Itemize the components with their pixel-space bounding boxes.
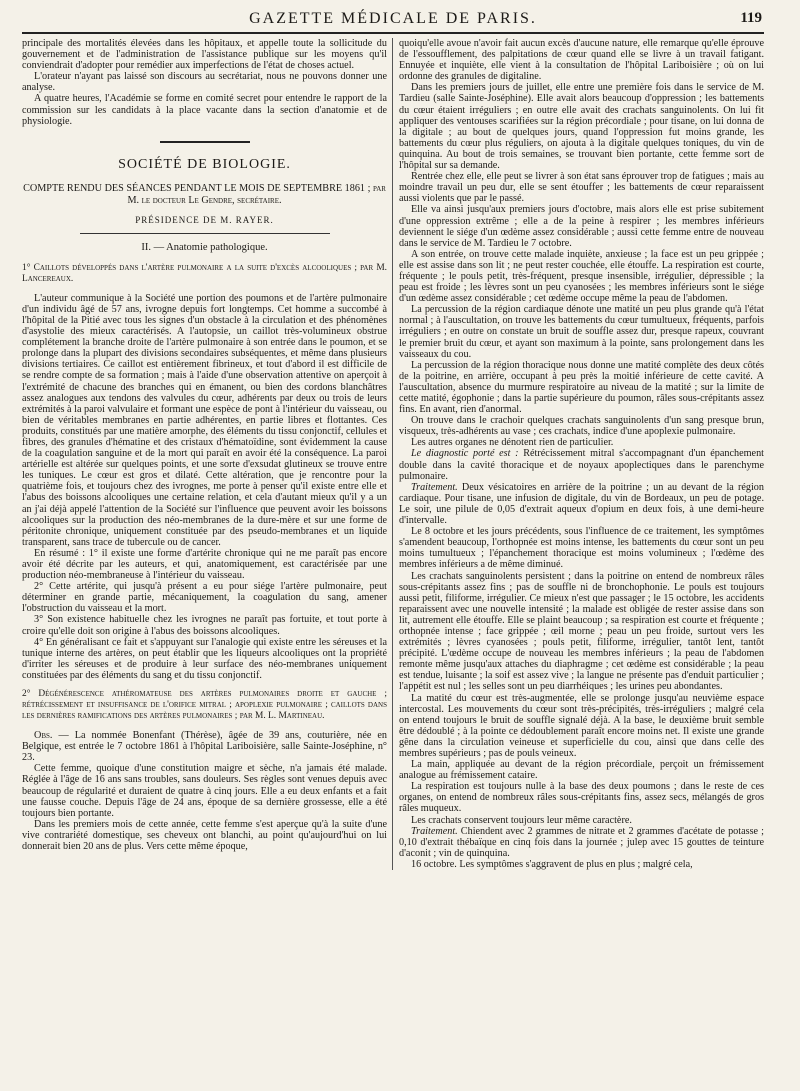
paragraph: 3° Son existence habituelle chez les ivrognes ne paraît pas fortuite, et tout porte à croire qu'elle doit son origine à l'abus des boissons alcooliques. xyxy=(22,614,387,637)
section-title: SOCIÉTÉ DE BIOLOGIE. xyxy=(118,156,291,172)
paragraph: Les crachats conservent toujours leur même caractère. xyxy=(411,814,632,826)
paragraph: 4° En généralisant ce fait et s'appuyant sur l'analogie qui existe entre les séreuses et la tunique interne des artères, on peut établir que les liqueurs alcooliques ont la propriété d'irriter les séreuses et de produire à leur surface des néo-membranes uniquement constituées par des éléments du sang et du tissu conjonctif. xyxy=(22,636,387,681)
paragraph: L'auteur communique à la Société une portion des poumons et de l'artère pulmonaire d'un individu âgé de 57 ans, ivrogne depuis fort longtemps. Cet homme a succombé à l'hôpital de la Pitié avec tous les signes d'un obstacle à la circulation et des phénomènes d'asystolie des mieux caractérisés. A l'autopsie, un caillot très-volumineux obstrue complétement la branche droite de l'artère pulmonaire à son entrée dans le poumon, et se prolonge dans la plupart des divisions secondaires subséquentes, et même dans plusieurs divisions tertiaires. Ce caillot est entièrement fibrineux, et tout d'abord il est difficile de se rendre compte de sa formation ; mais à l'aide d'une observation attentive on aperçoit à l'extrémité de chacune des branches qui en émanent, ou bien des cordons blanchâtres assez analogues aux tendons des valvules du cœur, adhérents par deux ou trois de leurs extrémités à la paroi valvulaire et formant une espèce de pont à l'intérieur du vaisseau, ou bien de véritables membranes en partie adhérentes, en partie libres et flottantes. Ces produits, constitués par une matière amorphe, des éléments du tissu conjonctif, cellules et fibres, des granules d'hématine et des cristaux d'hématoïdine, sont évidemment la cause de la coagulation sanguine et de la mort qui paraît en avoir été la conséquence. La paroi artérielle est altérée sur quelques points, et une sorte d'exsudat glutineux se trouve entre les tuniques. Le cœur est gros et dilaté. Cette altération, que je rencontre pour la quatrième fois, et toujours chez des ivrognes, me porte à penser qu'il existe entre elle et l'abus des boissons alcooliques une certaine relation, et cela d'autant mieux qu'il y a un an j'ai déjà appelé l'attention de la Société sur l'influence que peuvent avoir les boissons alcooliques sur la production des néo-membranes de la dure-mère et sur une forme de péritonite chronique, uniquement constituée par des pseudo-membranes et un liquide transparent, sans trace de tubercule ou de cancer. xyxy=(22,292,387,548)
paragraph: Le 8 octobre et les jours précédents, sous l'influence de ce traitement, les symptômes s'amendent beaucoup, l'orthopnée est moins intense, les battements du cœur sont un peu moins tumultueux ; l'épanchement thoracique est moins volumineux ; l'œdème des membres inférieurs a de même diminué. xyxy=(399,526,764,571)
paragraph: On trouve dans le crachoir quelques crachats sanguinolents d'un sang presque brun, visqueux, très-adhérents au vase ; ces crachats, indice d'une apoplexie pulmonaire. xyxy=(399,415,764,438)
paragraph xyxy=(399,482,764,526)
paragraph xyxy=(399,826,764,859)
paragraph: La respiration est toujours nulle à la base des deux poumons ; dans le reste de ces organes, on entend de nombreux râles sous-crépitants fins, assez secs, mélangés de gros râles muqueux. xyxy=(399,781,764,815)
presidence-line: PRÉSIDENCE DE M. RAYER. xyxy=(135,214,274,225)
diagnostic-label: Le diagnostic porté est : xyxy=(411,448,519,460)
paragraph: L'orateur n'ayant pas laissé son discours au secrétariat, nous ne pouvons donner une analyse. xyxy=(22,71,387,94)
compte-rendu-heading: COMPTE RENDU DES SÉANCES PENDANT LE MOIS DE SEPTEMBRE 1861 ; par M. le docteur Le Gendre, secrétaire. xyxy=(23,182,386,206)
paragraph: Dans les premiers mois de cette année, cette femme s'est aperçue qu'à la suite d'une vive contrariété domestique, ses cheveux ont blanchi, au point qu'aujourd'hui on lui donnerait bien 20 ans de plus. Vers cette même époque, xyxy=(22,818,387,852)
diagnostic-text: Rétrécissement mitral s'accompagnant d'un épanchement double dans la cavité thoracique et de noyaux apoplectiques dans le parenchyme pulmonaire. xyxy=(399,448,764,482)
paragraph: La main, appliquée au devant de la région précordiale, perçoit un frémissement analogue au frémissement cataire. xyxy=(399,759,764,782)
paragraph: principale des mortalités élevées dans les hôpitaux, et appelle toute la sollicitude du gouvernement et de l'administration de l'assistance publique sur les moyens qu'il conviendrait d'adopter pour remédier aux imperfections de l'état de choses actuel. xyxy=(22,38,387,72)
paragraph: A quatre heures, l'Académie se forme en comité secret pour entendre le rapport de la commission sur les candidats à la place vacante dans la section d'anatomie et de physiologie. xyxy=(22,93,387,127)
paragraph xyxy=(399,448,764,481)
left-column xyxy=(22,38,387,870)
subsection-title: II. — Anatomie pathologique. xyxy=(141,241,268,253)
treatment-text: Deux vésicatoires en arrière de la poitrine ; un au devant de la région cardiaque. Pour tisane, une infusion de digitale, du vin de Bordeaux, un peu de potage. Le soir, une pilule de 0,05 d'extrait aqueux d'opium en deux fois, à une demi-heure d'intervalle. xyxy=(399,481,764,527)
treatment-label: Traitement. xyxy=(411,481,458,493)
treatment-text: Chiendent avec 2 grammes de nitrate et 2 grammes d'acétate de potasse ; 0,10 d'extrait thébaïque en cinq fois dans la journée ; julep avec 15 gouttes de teinture d'aconit ; vin de quinquina. xyxy=(399,825,764,859)
memoir-title: 2° Dégénérescence athéromateuse des artères pulmonaires droite et gauche ; rétrécissement et insuffisance de l'orifice mitral ; apoplexie pulmonaire ; caillots dans les dernières ramifications des artères pulmonaires ; par M. L. Martineau. xyxy=(22,689,387,722)
paragraph: En résumé : 1° il existe une forme d'artérite chronique qui ne me paraît pas encore avoir été décrite par les auteurs, et qui, anatomiquement, est caractérisée par une production néo-membraneuse à l'intérieur du vaisseau. xyxy=(22,547,387,582)
paragraph: Rentrée chez elle, elle peut se livrer à son état sans éprouver trop de fatigues ; mais au moindre travail un peu dur, elle se sent étouffer ; les battements de cœur reparaissent aussi violents que par le passé. xyxy=(399,171,764,205)
paragraph: La percussion de la région thoracique nous donne une matité complète des deux côtés de la poitrine, en arrière, occupant à peu près la moitié inférieure de cette cavité. A l'auscultation, absence du murmure respiratoire au niveau de la matité ; sur la limite de cette matité, égophonie ; dans la partie supérieure du poumon, râles sous-crépitants assez fins. En avant, rien d'anormal. xyxy=(399,359,764,416)
rule xyxy=(80,233,330,234)
right-column xyxy=(399,38,764,870)
page-header xyxy=(22,8,764,34)
page-number: 119 xyxy=(740,10,762,26)
paragraph: Dans les premiers jours de juillet, elle entre une première fois dans le service de M. Tardieu (salle Sainte-Joséphine). Elle avait alors beaucoup d'oppression ; les battements du cœur étaient irréguliers ; en outre elle avait des crachats sanguinolents. On lui fit appliquer des ventouses scarifiées sur la région précordiale ; pour tisane, on lui donna de la digitale ; au bout de quelques jours, quand l'oppression fut moins grande, les battements du cœur plus réguliers, on ajouta à la digitale quelques toniques, du vin de quinquina. Au bout de trois semaines, se trouvant bien portante, cette femme sort de l'hôpital sur sa demande. xyxy=(399,82,764,172)
paragraph: A son entrée, on trouve cette malade inquiète, anxieuse ; la face est un peu grippée ; elle est assise dans son lit ; ne peut rester couchée, elle étouffe. La respiration est courte, fréquente ; le pouls petit, très-fréquent, presque insensible, irrégulier, dépressible ; la peau est froide ; les lèvres sont un peu cyanosées ; les membres inférieurs sont le siége d'un œdème assez considérable ; cet œdème occupe même la peau de l'abdomen. xyxy=(399,248,764,305)
paragraph: 16 octobre. Les symptômes s'aggravent de plus en plus ; malgré cela, xyxy=(411,858,693,870)
section-divider xyxy=(160,141,250,143)
obs-text: La nommée Bonenfant (Thérèse), âgée de 39 ans, couturière, née en Belgique, est entrée le 7 octobre 1861 à l'hôpital Lariboisière, salle Sainte-Joséphine, n° 23. xyxy=(22,730,388,764)
memoir-title: 1° Caillots développés dans l'artère pulmonaire a la suite d'excès alcooliques ; par M. Lancereaux. xyxy=(22,262,387,284)
paragraph: 2° Cette artérite, qui jusqu'à présent a eu pour siége l'artère pulmonaire, peut déterminer en grande partie, mécaniquement, la coagulation du sang, amener l'obstruction du vaisseau et la mort. xyxy=(22,581,387,615)
paragraph: La percussion de la région cardiaque dénote une matité un peu plus grande qu'à l'état normal ; à l'auscultation, on trouve les battements du cœur tumultueux, fréquents, parfois irréguliers ; en outre on constate un bruit de souffle assez dur, presque rapeux, couvrant le premier bruit du cœur, et ayant son maximum à la pointe, sans prolongement dans les vaisseaux du cou. xyxy=(399,304,764,360)
journal-title: GAZETTE MÉDICALE DE PARIS. xyxy=(249,10,537,27)
paragraph: Les crachats sanguinolents persistent ; dans la poitrine on entend de nombreux râles sous-crépitants assez fins ; pas de souffle ni de bronchophonie. Le pouls est toujours aussi petit, filiforme, irrégulier. Ce mieux n'est que passager ; le 15 octobre, les accidents reparaissent avec une nouvelle intensité ; la malade est obligée de rester assise dans son lit, autrement elle étouffe. Elle se plaint beaucoup ; sa respiration est courte et fréquente ; orthopnée intense ; face grippée ; œil morne ; peau un peu froide, surtout vers les extrémités ; lèvres cyanosées ; pouls petit, filiforme, irrégulier, tantôt lent, tantôt précipité. L'œdème occupe de nouveau les membres inférieurs ; la peau de l'abdomen remonte même jusqu'aux attaches du diaphragme ; cet œdème est considérable ; la peau est tendue, luisante ; la soif est assez vive ; la langue ne présente pas d'enduit particulier ; l'appétit est nul ; les selles sont un peu diarrhéiques ; les urines peu abondantes. xyxy=(399,570,764,693)
paragraph xyxy=(22,730,387,763)
paragraph: Elle va ainsi jusqu'aux premiers jours d'octobre, mais alors elle est prise subitement d'une oppression extrême ; elle a de la peine à respirer ; les membres inférieurs deviennent le siége d'un œdème assez considérable ; aussi cette femme entre de nouveau dans le service de M. Tardieu le 7 octobre. xyxy=(399,204,764,249)
paragraph: quoiqu'elle avoue n'avoir fait aucun excès d'aucune nature, elle remarque qu'elle éprouve de l'essoufflement, des palpitations de cœur quand elle se livre à un travail fatigant. Ennuyée et inquiète, elle vient à la consultation de l'hôpital Lariboisière ; où on lui ordonne des granules de digitaline. xyxy=(399,38,764,83)
paragraph: La matité du cœur est très-augmentée, elle se prolonge jusqu'au neuvième espace intercostal. Les mouvements du cœur sont très-précipités, très-irréguliers ; malgré cela on entend toujours le bruit de souffle signalé déjà. A la base, le deuxième bruit semble être dédoublé ; à la pointe ce dédoublement paraît encore moins net. Il existe une grande gêne dans la circulation veineuse et superficielle du cou, ainsi que dans celle des membres supérieurs ; pas de pouls veineux. xyxy=(399,692,764,759)
paragraph: Cette femme, quoique d'une constitution maigre et sèche, n'a jamais été malade. Réglée à l'âge de 16 ans sans troubles, sans douleurs. Ses règles sont venues depuis avec beaucoup de régularité et duraient de quatre à cinq jours. Elle a eu deux enfants et a fait une fausse couche. Depuis l'âge de 24 ans, époque de sa dernière grossesse, elle a été toujours bien portante. xyxy=(22,763,387,819)
paragraph: Les autres organes ne dénotent rien de particulier. xyxy=(411,437,614,449)
treatment-label: Traitement. xyxy=(411,825,458,837)
obs-label: Obs. — xyxy=(34,730,69,742)
